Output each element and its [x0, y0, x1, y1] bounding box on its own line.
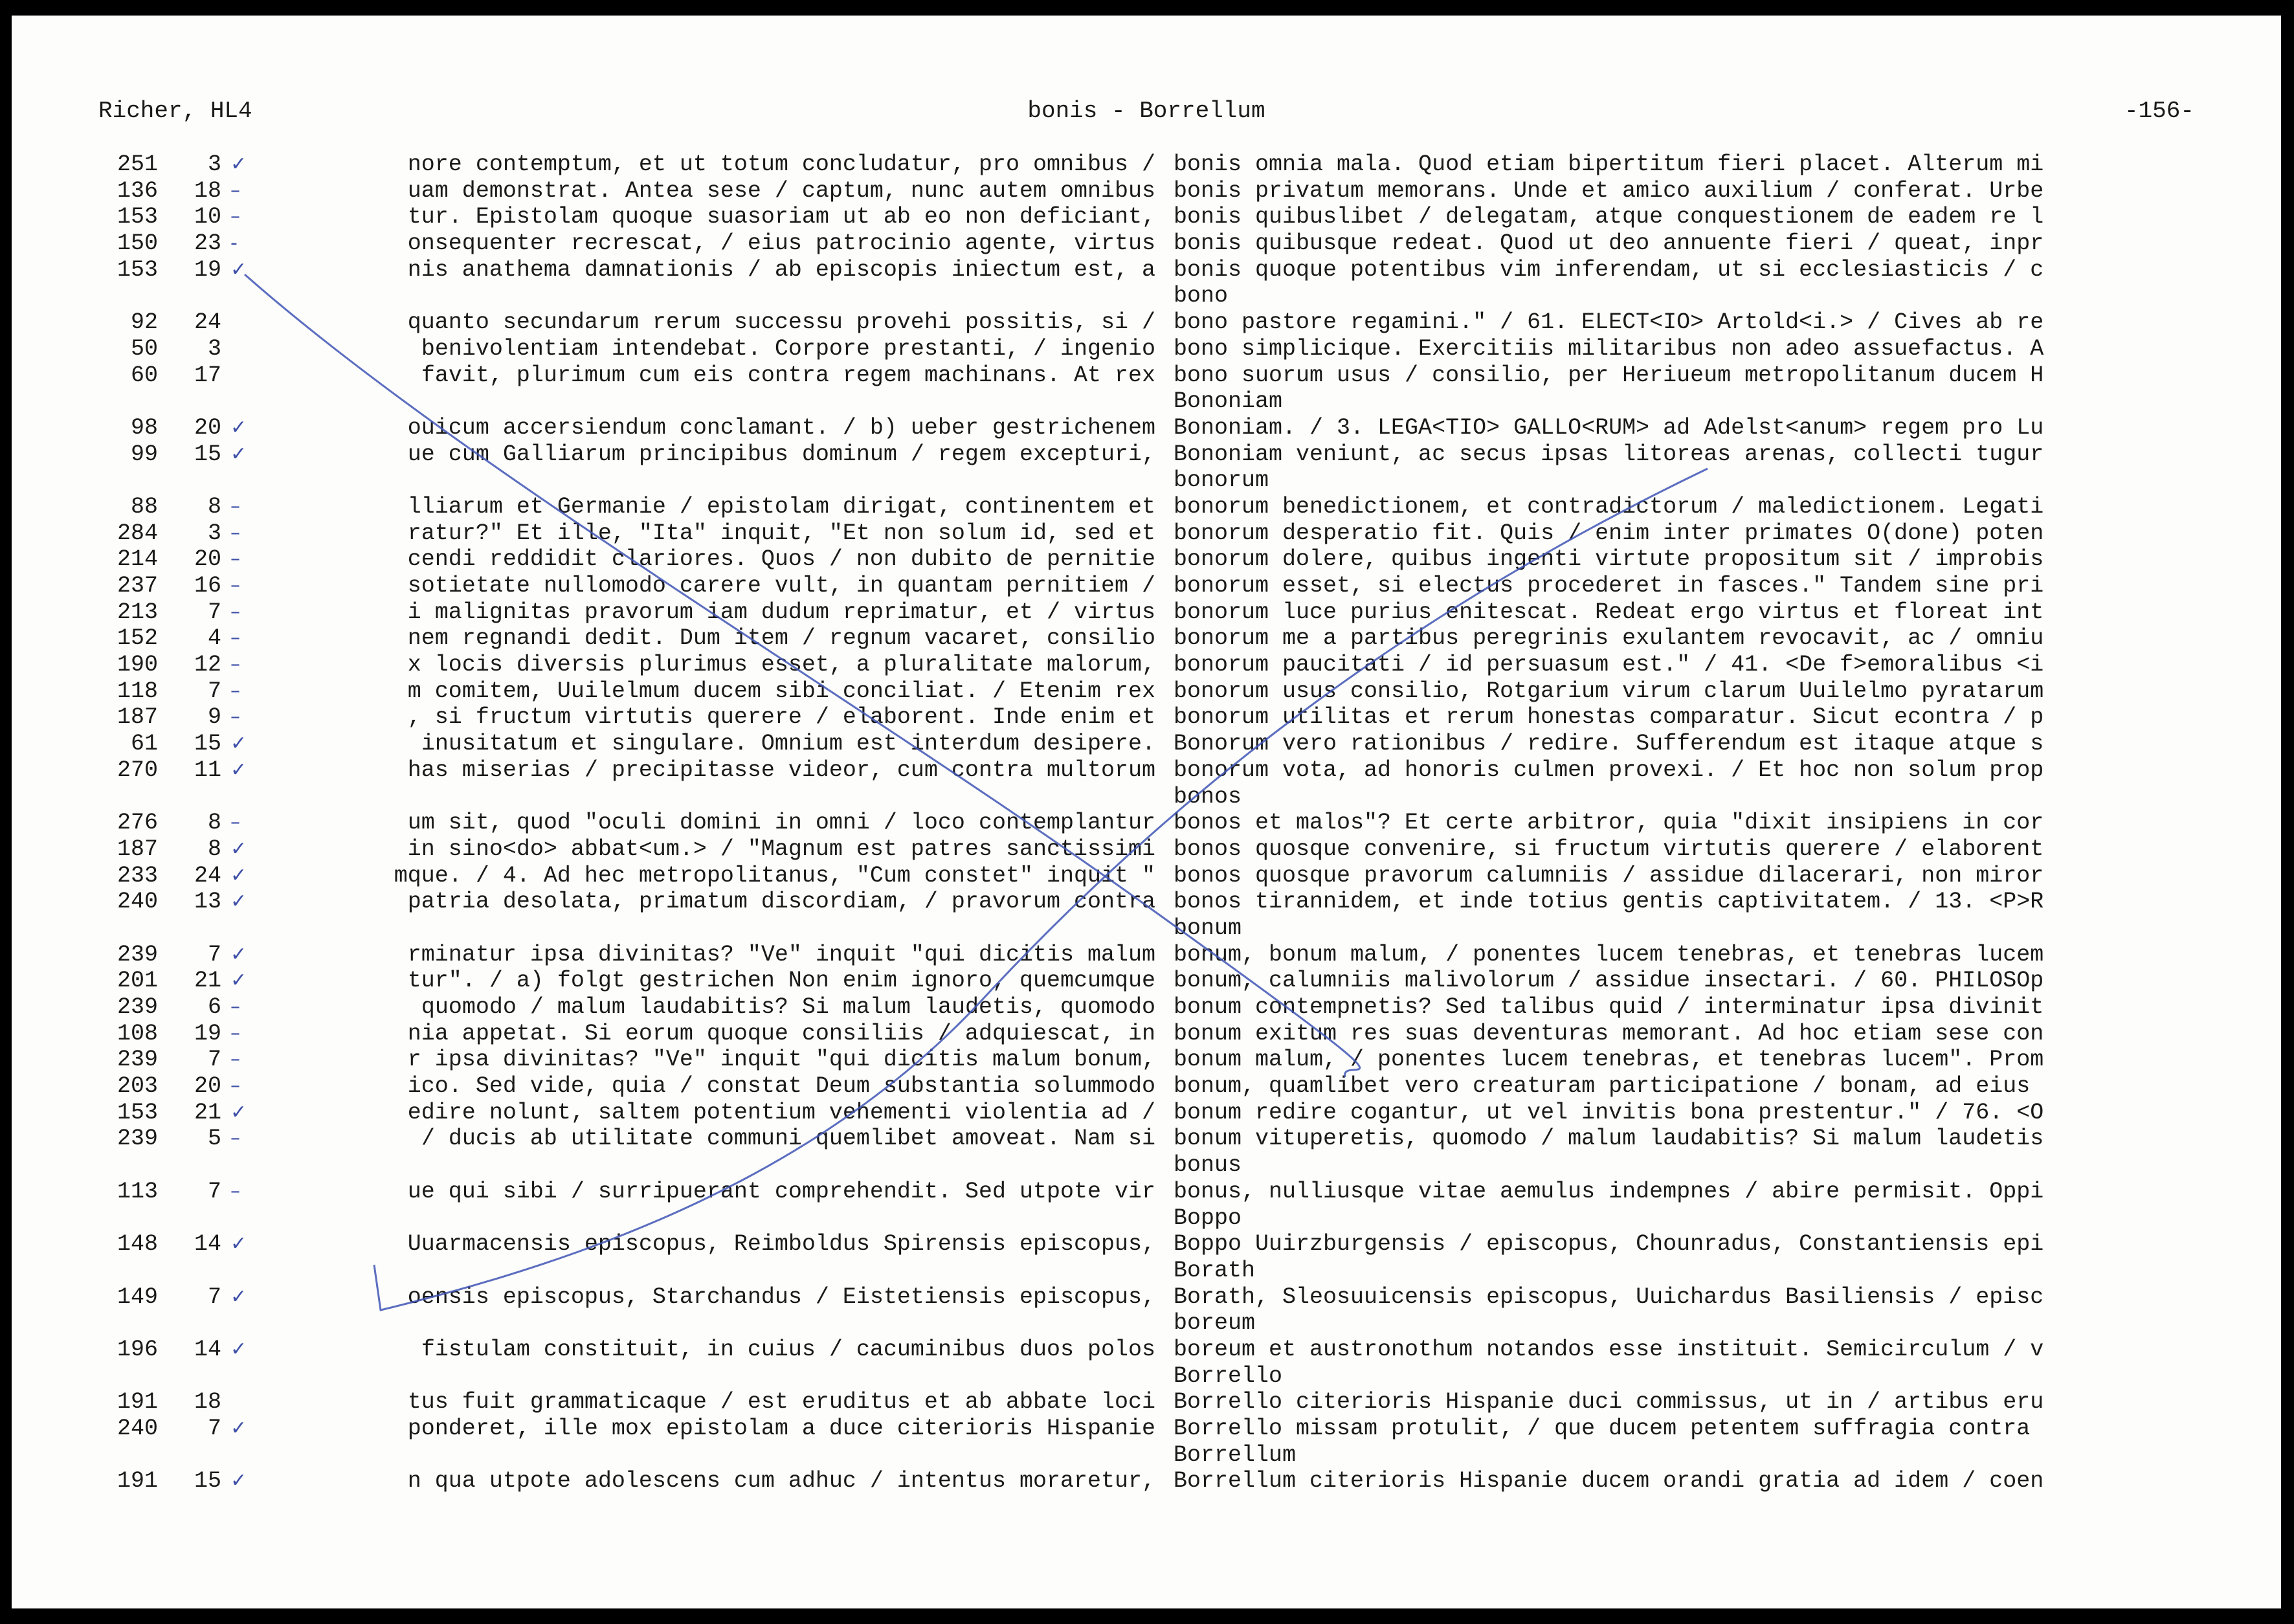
right-context: bonis quibusque redeat. Quod ut deo annuente fieri / queat, inpr [1174, 230, 2044, 257]
page-ref: 239 [117, 994, 158, 1020]
left-context: has miserias / precipitasse videor, cum contra multorum [407, 757, 1155, 783]
left-context: tur. Epistolam quoque suasoriam ut ab eo non deficiant, [407, 204, 1155, 230]
concordance-row [12, 889, 2281, 915]
line-ref: 15 [194, 731, 221, 757]
left-context: x locis diversis plurimus esset, a pluralitate malorum, [407, 652, 1155, 678]
right-context: Borath, Sleosuuicensis episcopus, Uuichardus Basiliensis / episc [1174, 1284, 2044, 1310]
left-context: ue qui sibi / surripuerant comprehendit. Sed utpote vir [407, 1178, 1155, 1205]
check-mark: – [230, 653, 240, 676]
check-mark: ✓ [230, 416, 247, 439]
line-ref: 19 [194, 256, 221, 283]
headword-row [12, 1442, 2281, 1469]
right-context: bonos tirannidem, et inde totius gentis captivitatem. / 13. <P>R [1174, 889, 2044, 915]
right-context: bonorum esset, si electus procederet in fasces." Tandem sine pri [1174, 573, 2044, 599]
headword-row [12, 388, 2281, 415]
left-context: lliarum et Germanie / epistolam dirigat, continentem et [407, 493, 1155, 520]
right-context: bonos et malos"? Et certe arbitror, quia "dixit insipiens in cor [1174, 810, 2044, 836]
right-context: bonus, nulliusque vitae aemulus indempnes / abire permisit. Oppi [1174, 1178, 2044, 1205]
header-range: bonis - Borrellum [1027, 98, 1265, 124]
concordance-row [12, 652, 2281, 678]
check-mark: – [230, 521, 240, 544]
right-context: bonorum me a partibus peregrinis exulantem revocavit, ac / omniu [1174, 625, 2044, 652]
page-ref: 190 [117, 652, 158, 678]
line-ref: 15 [194, 1468, 221, 1495]
page-ref: 233 [117, 862, 158, 889]
line-ref: 7 [207, 1047, 221, 1073]
page-ref: 118 [117, 678, 158, 704]
concordance-row [12, 810, 2281, 836]
line-ref: 24 [194, 309, 221, 336]
line-ref: 16 [194, 573, 221, 599]
page-ref: 201 [117, 968, 158, 994]
check-mark: – [230, 179, 240, 202]
line-ref: 20 [194, 1073, 221, 1100]
headword: Boppo [1174, 1205, 1242, 1231]
right-context: bonorum luce purius enitescat. Redeat ergo virtus et floreat int [1174, 599, 2044, 625]
page-ref: 149 [117, 1284, 158, 1310]
page-ref: 237 [117, 573, 158, 599]
page-ref: 153 [117, 256, 158, 283]
check-mark: ✓ [230, 969, 247, 992]
check-mark: ✓ [230, 1417, 247, 1440]
check-mark: ✓ [230, 1337, 247, 1361]
concordance-row [12, 573, 2281, 599]
headword: Borath [1174, 1257, 1256, 1284]
check-mark: ✓ [230, 1232, 247, 1256]
page-ref: 270 [117, 757, 158, 783]
check-mark: – [230, 996, 240, 1018]
right-context: bonis quoque potentibus vim inferendam, ut si ecclesiasticis / c [1174, 256, 2044, 283]
headword: Borrello [1174, 1363, 1283, 1389]
concordance-row [12, 863, 2281, 889]
right-context: bono pastore regamini." / 61. ELECT<IO> Artold<i.> / Cives ab re [1174, 309, 2044, 336]
line-ref: 7 [207, 941, 221, 968]
check-mark: ✓ [230, 890, 247, 913]
right-context: bonorum utilitas et rerum honestas comparatur. Sicut econtra / p [1174, 704, 2044, 731]
concordance-row [12, 230, 2281, 257]
line-ref: 6 [207, 994, 221, 1020]
concordance-row [12, 1284, 2281, 1311]
right-context: bonorum usus consilio, Rotgarium virum clarum Uuilelmo pyratarum [1174, 678, 2044, 704]
left-context: favit, plurimum cum eis contra regem machinans. At rex [421, 362, 1155, 388]
line-ref: 17 [194, 362, 221, 388]
concordance-row [12, 204, 2281, 230]
line-ref: 7 [207, 1178, 221, 1205]
right-context: bonis omnia mala. Quod etiam bipertitum fieri placet. Alterum mi [1174, 151, 2044, 177]
right-context: bono suorum usus / consilio, per Herіueum metropolitanum ducem H [1174, 362, 2044, 388]
check-mark: – [230, 627, 240, 650]
headword: bonorum [1174, 467, 1269, 494]
right-context: Borrello missam protulit, / que ducem petentem suffragia contra [1174, 1416, 2031, 1441]
left-context: i malignitas pravorum iam dudum reprimatur, et / virtus [407, 599, 1155, 625]
check-mark: – [230, 1127, 240, 1150]
line-ref: 12 [194, 652, 221, 678]
left-context: tur". / a) folgt gestrichen Non enim ignoro, quemcumque [407, 968, 1155, 994]
left-context: cendi reddidit clariores. Quos / non dubito de pernitie [407, 546, 1155, 573]
headword: bonus [1174, 1152, 1242, 1179]
check-mark: ✓ [230, 863, 247, 887]
right-context: bonorum desperatio fit. Quis / enim inter primates O(done) poten [1174, 520, 2044, 546]
line-ref: 21 [194, 1099, 221, 1126]
left-context: / ducis ab utilitate communi quemlibet amoveat. Nam si [421, 1126, 1155, 1152]
left-context: patria desolata, primatum discordiam, / pravorum contra [407, 889, 1155, 915]
check-mark: – [230, 600, 240, 623]
check-mark: ✓ [230, 942, 247, 966]
line-ref: 3 [207, 520, 221, 546]
headword: bonos [1174, 783, 1242, 810]
left-context: ratur?" Et ille, "Ita" inquit, "Et non solum id, sed et [407, 520, 1155, 546]
line-ref: 7 [207, 1284, 221, 1310]
page-ref: 239 [117, 1126, 158, 1152]
check-mark: ✓ [230, 1100, 247, 1124]
check-mark: – [230, 811, 240, 834]
right-context: bono simplicique. Exercitiis militaribus non adeo assuefactus. A [1174, 335, 2044, 362]
right-context: Bononiam. / 3. LEGA<TIO> GALLO<RUM> ad Adelst<anum> regem pro Lu [1174, 414, 2044, 441]
check-mark: – [230, 548, 240, 571]
check-mark: – [230, 1074, 240, 1098]
page-ref: 136 [117, 177, 158, 204]
headword: bonum [1174, 915, 1242, 941]
page-ref: 152 [117, 625, 158, 652]
page-ref: 187 [117, 704, 158, 731]
left-context: , si fructum virtutis querere / elaborent. Inde enim et [407, 704, 1155, 731]
check-mark: ✓ [230, 758, 247, 781]
right-context: bonorum dolere, quibus ingenti virtute propositum sit / improbis [1174, 546, 2044, 573]
page-ref: 50 [130, 335, 158, 362]
right-context: Bonorum vero rationibus / redire. Sufferendum est itaque atque s [1174, 731, 2044, 757]
left-context: rminatur ipsa divinitas? "Ve" inquit "qui dicitis malum [407, 941, 1155, 968]
concordance-row [12, 1416, 2281, 1442]
line-ref: 9 [207, 704, 221, 731]
concordance-row [12, 494, 2281, 520]
line-ref: 15 [194, 441, 221, 467]
left-context: ue cum Galliarum principibus dominum / regem excepturi, [407, 441, 1155, 467]
right-context: bonum, bonum malum, / ponentes lucem tenebras, et tenebras lucem [1174, 941, 2044, 968]
headword: boreum [1174, 1310, 1256, 1337]
line-ref: 7 [207, 599, 221, 625]
page-ref: 214 [117, 546, 158, 573]
line-ref: 11 [194, 757, 221, 783]
line-ref: 14 [194, 1336, 221, 1363]
right-context: bonos quosque convenire, si fructum virtutis querere / elaborent [1174, 836, 2044, 862]
concordance-row [12, 1179, 2281, 1205]
line-ref: 20 [194, 414, 221, 441]
page-ref: 108 [117, 1020, 158, 1047]
headword-row [12, 283, 2281, 309]
concordance-row [12, 731, 2281, 757]
check-mark: ✓ [230, 153, 247, 175]
line-ref: 23 [194, 230, 221, 257]
page-ref: 191 [117, 1389, 158, 1416]
page-ref: 284 [117, 520, 158, 546]
page-ref: 240 [117, 889, 158, 915]
right-context: bonos quosque pravorum calumniis / assidue dilacerari, non miror [1174, 862, 2044, 889]
left-context: quanto secundarum rerum successu provehi possitis, si / [407, 309, 1155, 336]
concordance-row [12, 441, 2281, 468]
concordance-row [12, 836, 2281, 863]
concordance-row [12, 704, 2281, 731]
right-context: bonum malum, / ponentes lucem tenebras, et tenebras lucem". Prom [1174, 1047, 2044, 1073]
headword-row [12, 467, 2281, 494]
page-ref: 239 [117, 1047, 158, 1073]
concordance-row [12, 1100, 2281, 1126]
page-ref: 92 [130, 309, 158, 336]
left-context: nis anathema damnationis / ab episcopis iniectum est, a [407, 256, 1155, 283]
left-context: inusitatum et singulare. Omnium est interdum desipere. [421, 731, 1155, 757]
page-ref: 187 [117, 836, 158, 862]
headword-row [12, 1310, 2281, 1337]
concordance-row [12, 178, 2281, 205]
page-ref: 113 [117, 1178, 158, 1205]
right-context: Borrellum citerioris Hispanie ducem orandi gratia ad idem / coen [1174, 1468, 2044, 1495]
right-context: boreum et austronothum notandos esse instituit. Semicirculum / v [1174, 1336, 2044, 1363]
line-ref: 7 [207, 678, 221, 704]
check-mark: – [230, 1021, 240, 1045]
line-ref: 8 [207, 810, 221, 836]
page-ref: 251 [117, 151, 158, 177]
left-context: in sino<do> abbat<um.> / "Magnum est patres sanctissimi [407, 836, 1155, 862]
page-ref: 88 [130, 493, 158, 520]
concordance-row [12, 362, 2281, 389]
concordance-row [12, 336, 2281, 362]
line-ref: 20 [194, 546, 221, 573]
page-ref: 60 [130, 362, 158, 388]
check-mark: ✓ [230, 1469, 247, 1493]
page-ref: 148 [117, 1231, 158, 1258]
concordance-row [12, 1073, 2281, 1100]
headword: Borrellum [1174, 1441, 1297, 1468]
left-context: Uuarmacensis episcopus, Reimboldus Spirensis episcopus, [407, 1231, 1155, 1258]
page-number: -156- [2124, 98, 2194, 124]
left-context: m comitem, Uuilelmum ducem sibi conciliat. / Etenim rex [407, 678, 1155, 704]
concordance-row [12, 625, 2281, 652]
headword-row [12, 784, 2281, 810]
left-context: onsequenter recrescat, / eius patrocinio agente, virtus [407, 230, 1155, 257]
right-context: bonum redire cogantur, ut vel invitis bona prestentur." / 76. <O [1174, 1099, 2044, 1126]
line-ref: 13 [194, 889, 221, 915]
left-context: oensis episcopus, Starchandus / Eistetiensis episcopus, [407, 1284, 1155, 1310]
left-context: quomodo / malum laudabitis? Si malum laudetis, quomodo [421, 994, 1155, 1020]
right-context: bonum vituperetis, quomodo / malum laudabitis? Si malum laudetis [1174, 1126, 2044, 1152]
concordance-row [12, 1047, 2281, 1073]
page-ref: 153 [117, 204, 158, 230]
page-ref: 99 [130, 441, 158, 467]
right-context: bonum exitum res suas deventuras memorant. Ad hoc etiam sese con [1174, 1020, 2044, 1047]
right-context: bonis quibuslibet / delegatam, atque conquestionem de eadem re l [1174, 204, 2044, 230]
page-ref: 276 [117, 810, 158, 836]
line-ref: 5 [207, 1126, 221, 1152]
left-context: ouicum accersiendum conclamant. / b) ueber gestrichenem [407, 414, 1155, 441]
concordance-row [12, 1468, 2281, 1495]
concordance-row [12, 994, 2281, 1021]
concordance-row [12, 678, 2281, 705]
right-context: bonorum paucitati / id persuasum est." / 41. <De f>emoralibus <i [1174, 652, 2044, 678]
left-context: tus fuit grammaticaque / est eruditus et ab abbate loci [407, 1389, 1155, 1416]
left-context: ponderet, ille mox epistolam a duce citerioris Hispanie [407, 1416, 1155, 1441]
page-ref: 98 [130, 414, 158, 441]
concordance-row [12, 1231, 2281, 1258]
check-mark: ✓ [230, 732, 247, 755]
headword-row [12, 1205, 2281, 1232]
page-ref: 150 [117, 230, 158, 257]
left-context: nia appetat. Si eorum quoque consiliis / adquiescat, in [407, 1020, 1155, 1047]
check-mark: - [230, 232, 238, 255]
check-mark: – [230, 205, 240, 228]
headword-row [12, 1152, 2281, 1179]
page-ref: 240 [117, 1416, 158, 1441]
concordance-row [12, 1021, 2281, 1047]
concordance-row [12, 1389, 2281, 1416]
line-ref: 19 [194, 1020, 221, 1047]
concordance-row [12, 968, 2281, 994]
concordance-row [12, 151, 2281, 178]
check-mark: ✓ [230, 1285, 247, 1308]
line-ref: 7 [207, 1416, 221, 1441]
left-context: r ipsa divinitas? "Ve" inquit "qui dicitis malum bonum, [407, 1047, 1155, 1073]
check-mark: – [230, 574, 240, 597]
check-mark: ✓ [230, 837, 247, 860]
right-context: bonum, quamlibet vero creaturam participatione / bonam, ad eius [1174, 1073, 2031, 1100]
header-source: Richer, HL4 [98, 98, 252, 124]
concordance-row [12, 520, 2281, 547]
right-context: bonum, calumniis malivolorum / assidue insectari. / 60. PHILOSOp [1174, 968, 2044, 994]
concordance-row [12, 546, 2281, 573]
headword-row [12, 1258, 2281, 1284]
page-ref: 153 [117, 1099, 158, 1126]
check-mark: – [230, 706, 240, 729]
line-ref: 3 [207, 335, 221, 362]
left-context: nem regnandi dedit. Dum item / regnum vacaret, consilio [407, 625, 1155, 652]
page-ref: 213 [117, 599, 158, 625]
concordance-row [12, 257, 2281, 284]
check-mark: – [230, 1048, 240, 1071]
concordance-row [12, 942, 2281, 968]
line-ref: 24 [194, 862, 221, 889]
left-context: nore contemptum, et ut totum concludatur, pro omnibus / [407, 151, 1155, 177]
left-context: benivolentiam intendebat. Corpore prestanti, / ingenio [421, 335, 1155, 362]
right-context: bonum contempnetis? Sed talibus quid / interminatur ipsa divinit [1174, 994, 2044, 1020]
line-ref: 18 [194, 177, 221, 204]
concordance-row [12, 1337, 2281, 1363]
page-ref: 239 [117, 941, 158, 968]
left-context: fistulam constituit, in cuius / cacuminibus duos polos [421, 1336, 1155, 1363]
line-ref: 10 [194, 204, 221, 230]
right-context: Borrello citerioris Hispanie duci commissus, ut in / artibus eru [1174, 1389, 2044, 1416]
left-context: n qua utpote adolescens cum adhuc / intentus moraretur, [407, 1468, 1155, 1495]
line-ref: 8 [207, 836, 221, 862]
line-ref: 14 [194, 1231, 221, 1258]
headword-row [12, 915, 2281, 942]
left-context: sotietate nullomodo carere vult, in quantam pernitiem / [407, 573, 1155, 599]
line-ref: 18 [194, 1389, 221, 1416]
right-context: Boppo Uuirzburgensis / episcopus, Chounradus, Constantiensis epi [1174, 1231, 2044, 1258]
check-mark: ✓ [230, 442, 247, 465]
line-ref: 21 [194, 968, 221, 994]
headword: bono [1174, 283, 1229, 309]
concordance-list [12, 151, 2281, 1495]
concordance-row [12, 599, 2281, 626]
document-sheet [12, 16, 2281, 1608]
left-context: edire nolunt, saltem potentium vehementi violentia ad / [407, 1099, 1155, 1126]
left-context: ico. Sed vide, quia / constat Deum substantia solummodo [407, 1073, 1155, 1100]
page-ref: 196 [117, 1336, 158, 1363]
headword-row [12, 1363, 2281, 1390]
concordance-row [12, 415, 2281, 441]
check-mark: ✓ [230, 258, 247, 281]
line-ref: 3 [207, 151, 221, 177]
right-context: bonorum benedictionem, et contradictorum / maledictionem. Legati [1174, 493, 2044, 520]
page-ref: 191 [117, 1468, 158, 1495]
left-context: mque. / 4. Ad hec metropolitanus, "Cum constet" inquit " [394, 862, 1155, 889]
line-ref: 8 [207, 493, 221, 520]
headword: Bononiam [1174, 388, 1283, 415]
left-context: um sit, quod "oculi domini in omni / loco contemplantur [407, 810, 1155, 836]
left-context: uam demonstrat. Antea sese / captum, nunc autem omnibus [407, 177, 1155, 204]
line-ref: 4 [207, 625, 221, 652]
page-ref: 203 [117, 1073, 158, 1100]
right-context: Bononiam veniunt, ac secus ipsas litoreas arenas, collecti tugur [1174, 441, 2044, 467]
check-mark: – [230, 495, 240, 518]
right-context: bonis privatum memorans. Unde et amico auxilium / conferat. Urbe [1174, 177, 2044, 204]
page-ref: 61 [130, 731, 158, 757]
right-context: bonorum vota, ad honoris culmen provexi. / Et hoc non solum prop [1174, 757, 2044, 783]
concordance-row [12, 1126, 2281, 1152]
concordance-row [12, 309, 2281, 336]
check-mark: – [230, 679, 240, 702]
concordance-row [12, 757, 2281, 784]
check-mark: – [230, 1179, 240, 1203]
